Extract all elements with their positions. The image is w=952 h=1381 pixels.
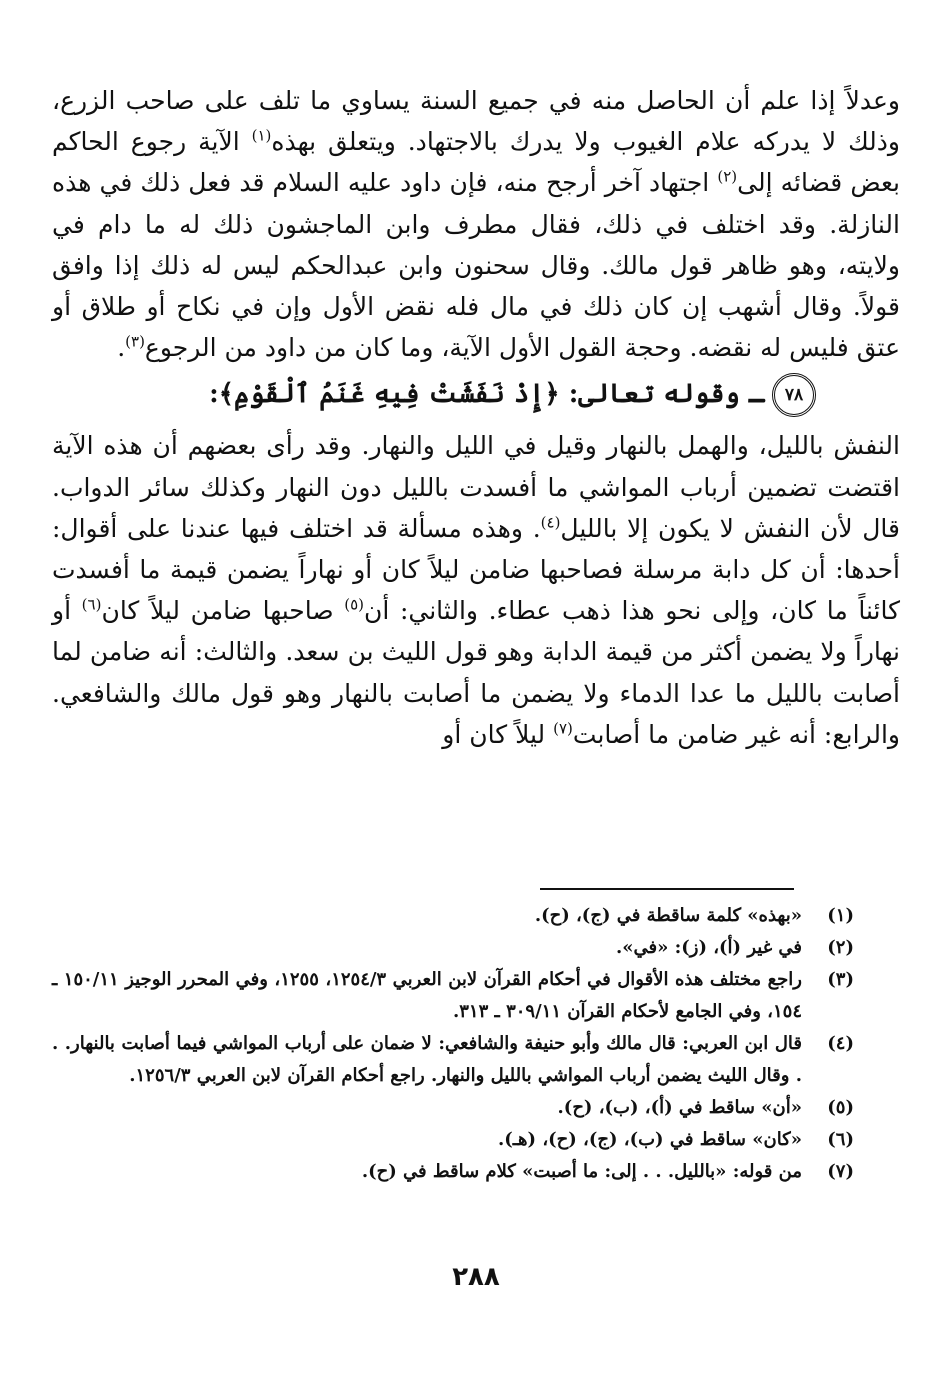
text-run: الآية رجوع الحاكم بعض قضائه إلى	[52, 127, 900, 198]
text-run: ليلاً كان أو	[442, 719, 554, 749]
footnote-number: (٦)	[827, 1129, 854, 1150]
footnote-ref-6[interactable]: (٦)	[81, 595, 102, 614]
paragraph-1	[52, 80, 900, 368]
text-run: . وهذه مسألة قد اختلف فيها عندنا على أقوال: أحدها: أن كل دابة مرسلة فصاحبها ضامن ليلاً كان أو نهاراً يضمن قيمة ما أفسدت كائناً ما كان، وإلى نحو هذا ذهب عطاء. والثاني: أن	[52, 513, 901, 626]
footnote-number: (١)	[827, 905, 854, 926]
text-run: النفش بالليل، والهمل بالنهار وقيل في الليل والنهار. وقد رأى بعضهم أن هذه الآية اقتضت تضمين أرباب المواشي ما أفسدت بالليل دون النهار وكذلك سائر الدواب. قال لأن النفش لا يكون إلا بالليل	[52, 431, 900, 543]
heading-prefix: ـ وقوله تعالى:	[559, 379, 764, 410]
footnote-6	[52, 1124, 854, 1156]
text-run: وعدلاً إذا علم أن الحاصل منه في جميع السنة يساوي ما تلف على صاحب الزرع، وذلك لا يدركه علام الغيوب ولا يدرك بالاجتهاد. ويتعلق بهذه	[52, 86, 900, 157]
footnote-2	[52, 932, 854, 964]
footnotes-section	[52, 900, 854, 1188]
footnote-ref-1[interactable]: (١)	[251, 126, 272, 145]
footnote-ref-2[interactable]: (٢)	[717, 168, 738, 187]
heading-suffix: :	[209, 379, 219, 410]
footnote-number: (٣)	[827, 969, 854, 990]
footnote-text: راجع مختلف هذه الأقوال في أحكام القرآن لابن العربي ١٢٥٤/٣، ١٢٥٥، وفي المحرر الوجيز ١٥٠/١١ ـ ١٥٤، وفي الجامع لأحكام القرآن ٣٠٩/١١ ـ ٣١٣.	[52, 969, 803, 1022]
text-run: صاحبها ضامن ليلاً كان	[101, 596, 345, 626]
verse-heading	[52, 372, 900, 417]
footnote-number: (٢)	[827, 937, 854, 958]
footnote-3	[52, 964, 854, 1028]
footnote-5	[52, 1092, 854, 1124]
paragraph-2	[52, 425, 900, 755]
footnote-number: (٥)	[827, 1097, 854, 1118]
footnote-text: «كان» ساقط في (ب)، (ج)، (ح)، (هـ).	[497, 1129, 802, 1150]
footnote-text: من قوله: «بالليل. . . إلى: ما أصبت» كلام ساقط في (ح).	[361, 1161, 802, 1182]
footnote-ref-4[interactable]: (٤)	[540, 513, 561, 532]
footnote-number: (٤)	[827, 1033, 854, 1054]
footnote-7	[52, 1156, 854, 1188]
text-run: .	[117, 333, 126, 363]
footnote-text: في غير (أ)، (ز): «في».	[615, 937, 802, 958]
verse-number-badge: ٧٨	[772, 373, 816, 417]
footnote-ref-3[interactable]: (٣)	[125, 332, 145, 351]
text-run: اجتهاد آخر أرجح منه، فإن داود عليه السلام قد فعل ذلك في هذه النازلة. وقد اختلف في ذلك، فقال مطرف وابن الماجشون ذلك له ما دام في ولايته، وهو ظاهر قول مالك. وقال سحنون وابن عبدالحكم ليس له ذلك إذا وافق قولاً. وقال أشهب إن كان ذلك في مال فله نقض الأول وإن في نكاح أو طلاق أو عتق فليس له نقضه. وحجة القول الأول الآية، وما كان من داود من الرجوع	[52, 168, 900, 363]
footnote-ref-5[interactable]: (٥)	[344, 595, 364, 614]
footnote-divider	[540, 888, 794, 890]
footnote-text: «بهذه» كلمة ساقطة في (ج)، (ح).	[534, 905, 802, 926]
page-number: ٢٨٨	[452, 1262, 500, 1292]
footnote-1	[52, 900, 854, 932]
quran-verse: ﴿إِذْ نَفَشَتْ فِيهِ غَنَمُ ٱلْقَوْمِ﴾	[218, 379, 560, 410]
footnote-number: (٧)	[827, 1161, 854, 1182]
footnote-4	[52, 1028, 854, 1092]
footnote-ref-7[interactable]: (٧)	[553, 719, 573, 738]
footnote-text: قال ابن العربي: قال مالك وأبو حنيفة والشافعي: لا ضمان على أرباب المواشي فيما أصابت بالنهار. . . وقال الليث يضمن أرباب المواشي بالليل والنهار. راجع أحكام القرآن لابن العربي ١٢٥٦/٣.	[52, 1033, 802, 1086]
footnote-text: «أن» ساقط في (أ)، (ب)، (ح).	[557, 1097, 802, 1118]
text-run: أو نهاراً ولا يضمن أكثر من قيمة الدابة وهو قول الليث بن سعد. والثالث: أنه ضامن لما أصابت بالليل ما عدا الدماء ولا يضمن ما أصابت بالنهار وهو قول مالك والشافعي. والرابع: أنه غير ضامن ما أصابت	[52, 596, 900, 749]
